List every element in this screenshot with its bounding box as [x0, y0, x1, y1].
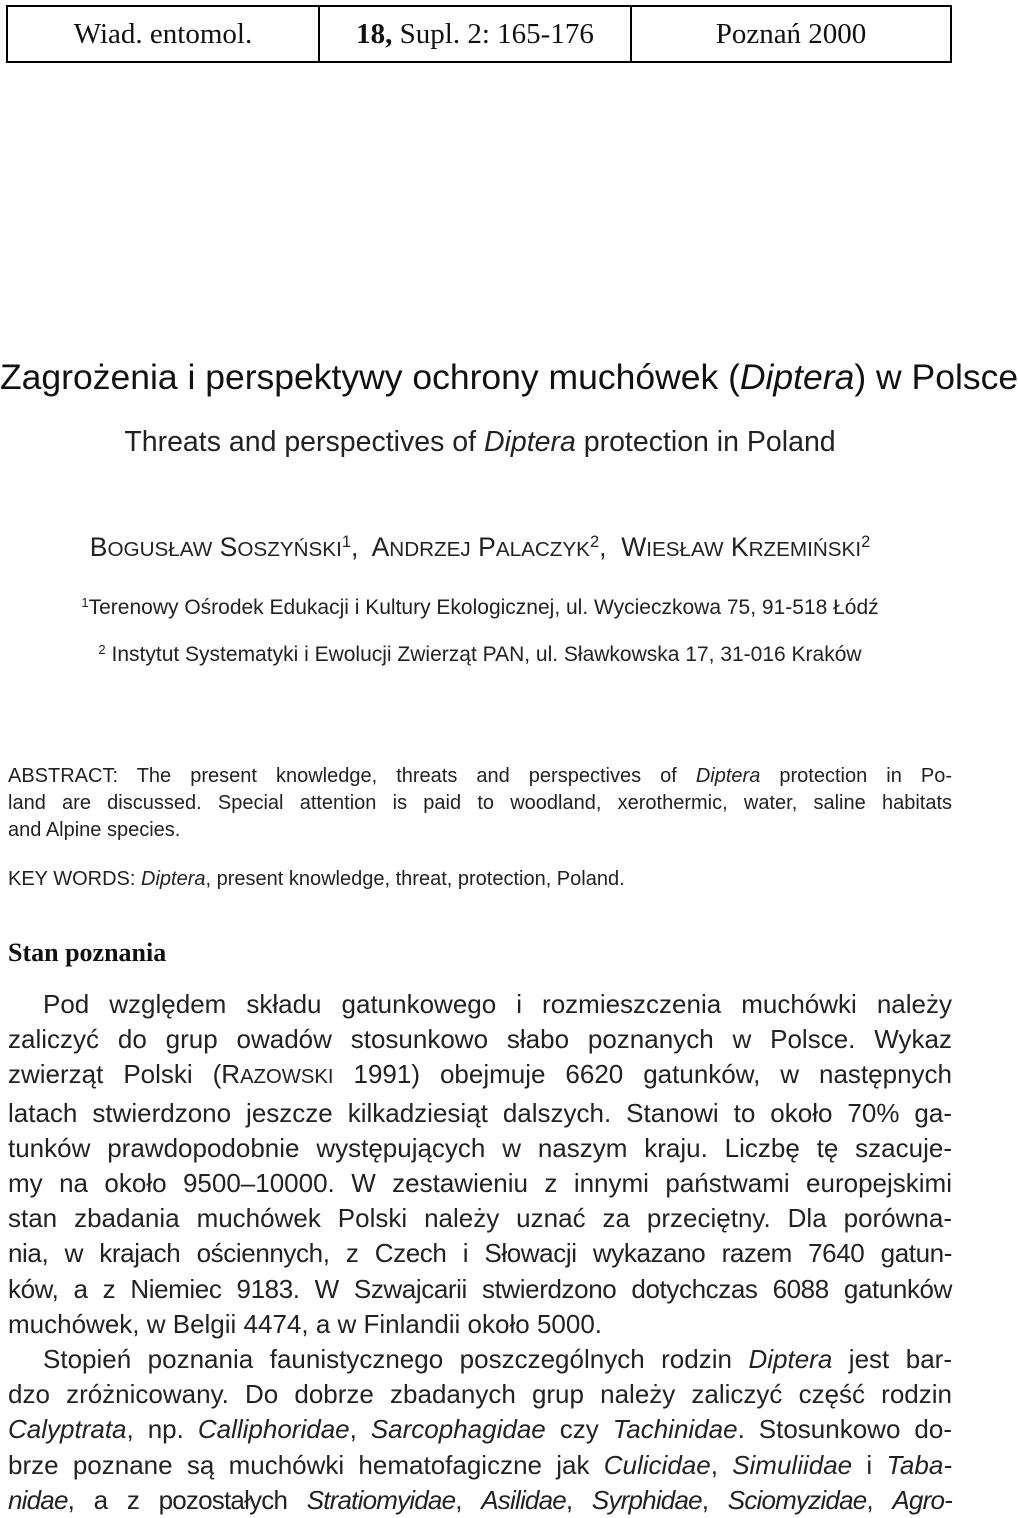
paragraph-text: Stopień poznania faunistycznego poszczególnych rodzin	[43, 1344, 749, 1375]
abstract-line: and Alpine species.	[8, 819, 181, 841]
taxon-name: Sciomyzidae	[727, 1484, 867, 1515]
abstract	[8, 763, 952, 844]
author-separator: ,	[350, 532, 366, 562]
affiliation-1	[0, 596, 960, 620]
taxon-name: nidae	[8, 1484, 68, 1515]
journal-header	[6, 5, 952, 63]
volume-issue	[318, 7, 630, 61]
author-initial: S	[219, 532, 238, 562]
paragraph-text: , a z pozostałych	[67, 1484, 307, 1515]
affiliation-marker: 2	[861, 532, 871, 551]
affiliation-number: 1	[81, 594, 89, 610]
citation-initial: R	[221, 1059, 241, 1090]
keywords-text: , present knowledge, threat, protection, Poland.	[205, 868, 625, 890]
place-year	[630, 7, 950, 61]
affiliation-number: 2	[98, 641, 106, 657]
taxon-name: Diptera	[748, 1344, 833, 1375]
taxon-name: Taba-	[886, 1449, 952, 1480]
author-initial: K	[730, 532, 749, 562]
author	[90, 532, 366, 562]
taxon-name: Culicidae	[603, 1449, 711, 1480]
author-list	[0, 532, 960, 563]
journal-name	[8, 7, 318, 61]
author-smallcaps: IESŁAW	[646, 538, 724, 561]
taxon-name: Tachinidae	[612, 1414, 738, 1445]
author-smallcaps: NDRZEJ	[389, 538, 471, 561]
title-english	[0, 426, 960, 459]
place-year-text: Poznań 2000	[715, 17, 867, 50]
author-smallcaps: OGUSŁAW	[107, 538, 213, 561]
author-smallcaps: ALACZYK	[495, 538, 590, 561]
author-initial: A	[371, 532, 390, 562]
paragraph-text: ,	[701, 1484, 728, 1515]
title-pl-taxon: Diptera	[739, 357, 855, 397]
citation-smallcaps: AZOWSKI	[240, 1066, 334, 1089]
paragraph-line	[8, 1057, 952, 1095]
paragraph-line: latach stwierdzono jeszcze kilkadziesiąt dalszych. Stanowi to około 70% ga-	[8, 1097, 952, 1128]
paragraph-text: zwierząt Polski (	[8, 1059, 222, 1090]
author	[621, 532, 870, 562]
title-pl-part: Zagrożenia i perspektywy ochrony muchówek (	[0, 357, 740, 397]
affiliation-text: Terenowy Ośrodek Edukacji i Kultury Ekologicznej, ul. Wycieczkowa 75, 91-518 Łódź	[88, 596, 879, 619]
author-initial: P	[478, 532, 496, 562]
affiliation-text: Instytut Systematyki i Ewolucji Zwierząt PAN, ul. Sławkowska 17, 31-016 Kraków	[111, 643, 862, 666]
paragraph-line: muchówek, w Belgii 4474, a w Finlandii około 5000.	[8, 1308, 603, 1339]
paragraph-line: dzo zróżnicowany. Do dobrze zbadanych grup należy zaliczyć część rodzin	[8, 1379, 952, 1410]
paragraph-text: ,	[349, 1414, 371, 1445]
title-en-part: Threats and perspectives of	[124, 426, 484, 458]
paragraph-line: tunków prawdopodobnie występujących w naszym kraju. Liczbę tę szacuje-	[8, 1132, 952, 1163]
abstract-line	[8, 763, 952, 790]
paragraph-text: ,	[710, 1449, 733, 1480]
abstract-text: protection in Po-	[760, 765, 952, 787]
taxon-name: Stratiomyidae	[306, 1484, 456, 1515]
keywords-taxon: Diptera	[141, 868, 206, 890]
taxon-name: Simuliidae	[732, 1449, 853, 1480]
volume-number: 18,	[356, 17, 393, 50]
journal-name-text: Wiad. entomol.	[73, 17, 253, 50]
author-initial: B	[89, 532, 108, 562]
paragraph-text: . Stosunkowo do-	[737, 1414, 952, 1445]
title-en-taxon: Diptera	[483, 426, 576, 458]
paragraph-text: brze poznane są muchówki hematofagiczne jak	[8, 1449, 604, 1480]
paragraph-text: ,	[866, 1484, 893, 1515]
author-initial: W	[621, 532, 647, 562]
abstract-line: land are discussed. Special attention is paid to woodland, xerothermic, water, saline habitats	[8, 792, 952, 814]
taxon-name: Asilidae	[481, 1484, 566, 1515]
issue-pages: Supl. 2: 165-176	[392, 17, 594, 50]
paragraph-line: Pod względem składu gatunkowego i rozmieszczenia muchówki należy	[43, 989, 952, 1019]
author	[372, 532, 614, 562]
paragraph-line	[8, 1412, 952, 1447]
paragraph-line	[8, 1342, 952, 1377]
section-heading: Stan poznania	[8, 938, 167, 967]
paragraph-line: ków, a z Niemiec 9183. W Szwajcarii stwierdzono dotychczas 6088 gatunków	[8, 1273, 952, 1304]
title-pl-part: ) w Polsce	[854, 357, 1018, 397]
affiliation-2	[0, 643, 960, 667]
paragraph-line	[8, 1483, 952, 1518]
abstract-text: ABSTRACT: The present knowledge, threats and perspectives of	[8, 765, 696, 787]
paragraph-line	[8, 1448, 952, 1483]
paragraph-text: ,	[455, 1484, 482, 1515]
author-smallcaps: RZEMIŃSKI	[748, 538, 862, 561]
paragraph-text: jest bar-	[832, 1344, 952, 1375]
paragraph-line: my na około 9500–10000. W zestawieniu z innymi państwami europejskimi	[8, 1168, 952, 1199]
title-en-part: protection in Poland	[575, 426, 836, 458]
paragraph-text: 1991) obejmuje 6620 gatunków, w następnych	[333, 1059, 952, 1090]
taxon-name: Calyptrata	[8, 1414, 127, 1445]
body-text	[8, 987, 952, 1518]
title-polish	[0, 357, 1018, 398]
author-separator: ,	[599, 532, 614, 562]
affiliation-marker: 2	[589, 532, 600, 551]
taxon-name: Sarcophagidae	[370, 1414, 546, 1445]
taxon-name: Syrphidae	[591, 1484, 702, 1515]
abstract-taxon: Diptera	[695, 765, 761, 787]
taxon-name: Agro-	[892, 1484, 952, 1515]
paragraph-line: zaliczyć do grup owadów stosunkowo słabo poznanych w Polsce. Wykaz	[8, 1024, 952, 1055]
taxon-name: Calliphoridae	[197, 1414, 350, 1445]
affiliation-marker: 1	[341, 532, 351, 551]
paragraph-text: czy	[545, 1414, 613, 1445]
keywords	[8, 866, 952, 893]
paragraph-text: , np.	[126, 1414, 198, 1445]
paragraph-line: nia, w krajach ościennych, z Czech i Słowacji wykazano razem 7640 gatun-	[8, 1238, 952, 1269]
keywords-label: KEY WORDS:	[8, 868, 141, 890]
paragraph-line: stan zbadania muchówek Polski należy uznać za przeciętny. Dla porówna-	[8, 1203, 952, 1234]
paragraph-text: i	[852, 1449, 887, 1480]
paragraph-text: ,	[565, 1484, 592, 1515]
author-smallcaps: OSZYŃSKI	[237, 538, 342, 561]
